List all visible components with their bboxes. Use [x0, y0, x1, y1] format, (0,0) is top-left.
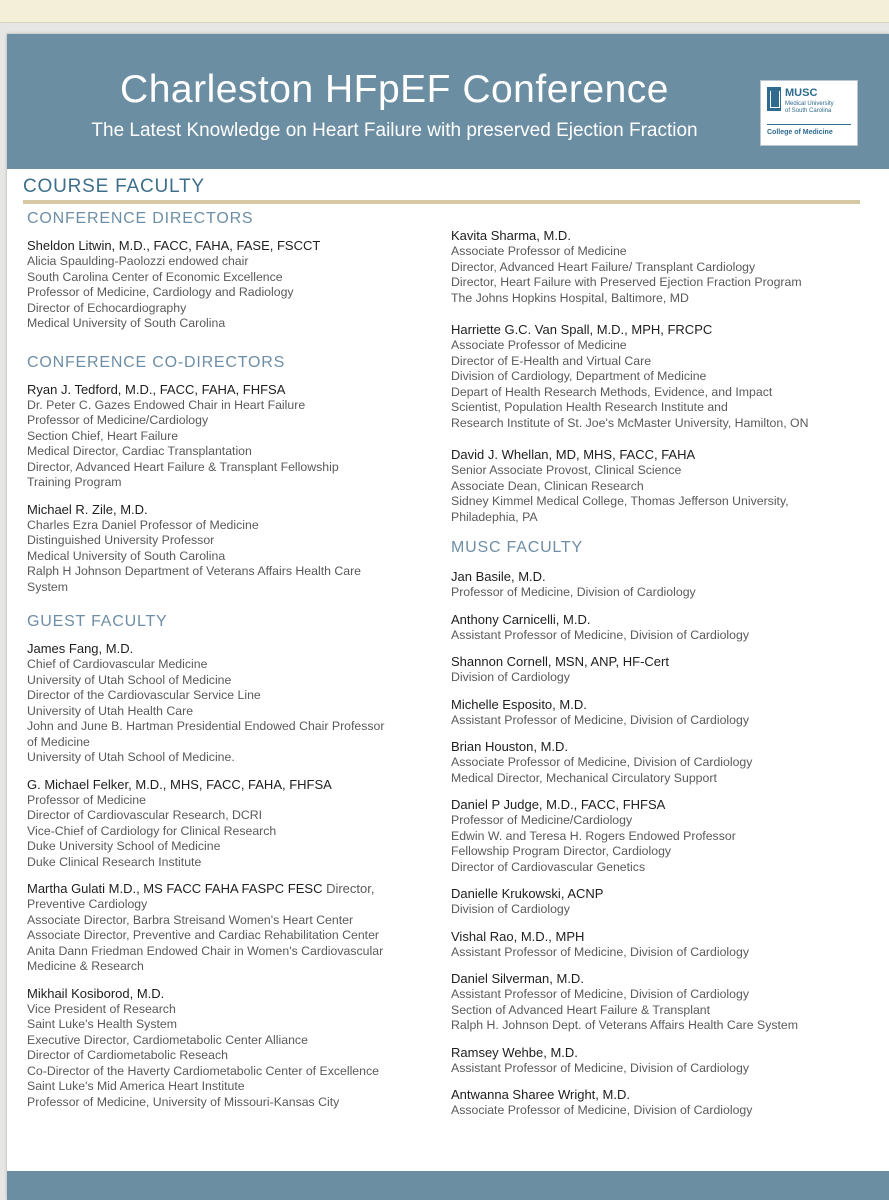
- faculty-entry: [451, 1087, 871, 1119]
- faculty-role: Philadephia, PA: [451, 509, 538, 524]
- faculty-role: Assistant Professor of Medicine, Division of Cardiology: [451, 944, 749, 959]
- faculty-entry: [451, 612, 871, 644]
- faculty-name: G. Michael Felker, M.D., MHS, FACC, FAHA, FHFSA: [27, 776, 332, 792]
- faculty-role: Director, Advanced Heart Failure & Transplant Fellowship: [27, 459, 339, 474]
- faculty-role: Associate Professor of Medicine, Division of Cardiology: [451, 755, 753, 769]
- faculty-role: System: [27, 579, 68, 594]
- faculty-role: Professor of Medicine, Division of Cardiology: [451, 585, 696, 599]
- logo-line1: Medical University: [785, 101, 834, 107]
- faculty-entry: [451, 971, 871, 1034]
- faculty-role: Duke University School of Medicine: [27, 839, 221, 853]
- faculty-role: University of Utah Health Care: [27, 703, 194, 718]
- faculty-entry: [451, 228, 871, 306]
- faculty-entry: [451, 797, 871, 875]
- faculty-entry: [27, 238, 427, 332]
- faculty-role: Director, Heart Failure with Preserved Ejection Fraction Program: [451, 275, 802, 289]
- faculty-role: Edwin W. and Teresa H. Rogers Endowed Professor: [451, 828, 736, 843]
- section-heading-co-directors: CONFERENCE CO-DIRECTORS: [27, 353, 286, 371]
- faculty-role: Director of Echocardiography: [27, 300, 187, 315]
- faculty-entry: [27, 777, 427, 871]
- faculty-entry: [451, 929, 871, 961]
- header-banner: [7, 34, 889, 169]
- musc-logo: [760, 80, 858, 146]
- faculty-role: Division of Cardiology: [451, 902, 570, 916]
- section-heading-musc: MUSC FACULTY: [451, 539, 583, 556]
- faculty-name: Vishal Rao, M.D., MPH: [451, 928, 585, 944]
- faculty-role: Assistant Professor of Medicine, Division of Cardiology: [451, 627, 749, 642]
- faculty-role: Chief of Cardiovascular Medicine: [27, 657, 208, 671]
- faculty-role: Director of Cardiovascular Research, DCRI: [27, 808, 263, 822]
- faculty-role: Preventive Cardiology: [27, 897, 148, 911]
- faculty-entry: [27, 641, 427, 766]
- faculty-role: Anita Dann Friedman Endowed Chair in Women's Cardiovascular: [27, 943, 384, 958]
- faculty-role: Saint Luke's Mid America Heart Institute: [27, 1079, 245, 1093]
- footer-bar: [7, 1171, 889, 1200]
- faculty-entry: [451, 447, 871, 525]
- faculty-entry: [451, 569, 871, 601]
- top-strip: [0, 0, 889, 23]
- faculty-role: Professor of Medicine: [27, 792, 146, 807]
- faculty-role: University of Utah School of Medicine: [27, 672, 232, 687]
- faculty-role: Professor of Medicine/Cardiology: [451, 813, 633, 827]
- faculty-role: John and June B. Hartman Presidential Endowed Chair Professor: [27, 719, 385, 733]
- logo-name: MUSC: [785, 87, 818, 99]
- faculty-role: South Carolina Center of Economic Excellence: [27, 269, 283, 284]
- faculty-role: Associate Director, Barbra Streisand Women's Heart Center: [27, 912, 354, 927]
- faculty-name: Ramsey Wehbe, M.D.: [451, 1044, 578, 1060]
- building-icon: [767, 87, 781, 111]
- faculty-role: Professor of Medicine, University of Missouri-Kansas City: [27, 1094, 340, 1109]
- faculty-role-inline: Director,: [322, 881, 375, 896]
- faculty-name: Shannon Cornell, MSN, ANP, HF-Cert: [451, 654, 669, 669]
- faculty-name: Michael R. Zile, M.D.: [27, 501, 148, 517]
- faculty-role: Medical Director, Cardiac Transplantation: [27, 444, 252, 458]
- faculty-role: Executive Director, Cardiometabolic Center Alliance: [27, 1032, 308, 1047]
- faculty-entry: [451, 739, 871, 786]
- faculty-role: Charles Ezra Daniel Professor of Medicine: [27, 517, 259, 532]
- faculty-entry: [27, 986, 427, 1111]
- faculty-role: Saint Luke's Health System: [27, 1017, 177, 1031]
- faculty-role: Vice President of Research: [27, 1001, 176, 1016]
- faculty-name: Antwanna Sharee Wright, M.D.: [451, 1087, 630, 1102]
- faculty-name: Kavita Sharma, M.D.: [451, 228, 571, 243]
- faculty-role: Associate Director, Preventive and Cardiac Rehabilitation Center: [27, 928, 380, 942]
- logo-college: College of Medicine: [767, 129, 833, 136]
- faculty-entry: [27, 502, 427, 596]
- faculty-role: Training Program: [27, 475, 122, 489]
- left-column: [27, 210, 427, 1121]
- faculty-role: Director of Cardiometabolic Reseach: [27, 1048, 228, 1062]
- faculty-role: Director of the Cardiovascular Service Line: [27, 688, 261, 702]
- faculty-role: Distinguished University Professor: [27, 533, 215, 547]
- faculty-name: Anthony Carnicelli, M.D.: [451, 611, 591, 627]
- heading-divider: [23, 200, 860, 204]
- faculty-name: James Fang, M.D.: [27, 641, 134, 656]
- faculty-entry: [451, 322, 871, 431]
- faculty-role: Division of Cardiology, Department of Medicine: [451, 369, 707, 383]
- faculty-role: Vice-Chief of Cardiology for Clinical Research: [27, 823, 277, 838]
- faculty-role: University of Utah School of Medicine.: [27, 750, 235, 764]
- faculty-entry: [451, 886, 871, 918]
- faculty-name: Martha Gulati M.D., MS FACC FAHA FASPC FESC: [27, 881, 323, 896]
- faculty-role: Dr. Peter C. Gazes Endowed Chair in Heart Failure: [27, 397, 306, 412]
- faculty-role: Sidney Kimmel Medical College, Thomas Jefferson University,: [451, 494, 789, 508]
- faculty-role: Senior Associate Provost, Clinical Science: [451, 463, 682, 477]
- faculty-role: Professor of Medicine/Cardiology: [27, 413, 209, 427]
- faculty-role: Section Chief, Heart Failure: [27, 428, 179, 443]
- faculty-name: Michelle Esposito, M.D.: [451, 696, 587, 712]
- faculty-name: David J. Whellan, MD, MHS, FACC, FAHA: [451, 447, 696, 462]
- faculty-role: Ralph H. Johnson Dept. of Veterans Affairs Health Care System: [451, 1018, 798, 1032]
- faculty-role: Ralph H Johnson Department of Veterans Affairs Health Care: [27, 564, 362, 578]
- faculty-entry: [451, 1045, 871, 1077]
- faculty-entry: [451, 654, 871, 686]
- faculty-role: of Medicine: [27, 734, 90, 749]
- section-heading-guest: GUEST FACULTY: [27, 613, 168, 630]
- faculty-name: Mikhail Kosiborod, M.D.: [27, 985, 165, 1001]
- section-heading-directors: CONFERENCE DIRECTORS: [27, 210, 254, 227]
- faculty-role: Medicine & Research: [27, 959, 144, 973]
- faculty-role: Scientist, Population Health Research Institute and: [451, 400, 728, 414]
- faculty-role: Duke Clinical Research Institute: [27, 854, 202, 869]
- conference-subtitle: The Latest Knowledge on Heart Failure with preserved Ejection Fraction: [91, 120, 698, 141]
- faculty-role: Assistant Professor of Medicine, Division of Cardiology: [451, 987, 749, 1001]
- faculty-role: Director, Advanced Heart Failure/ Transplant Cardiology: [451, 259, 756, 274]
- faculty-role: Depart of Health Research Methods, Evidence, and Impact: [451, 384, 773, 399]
- faculty-role: Fellowship Program Director, Cardiology: [451, 844, 672, 858]
- faculty-role: Alicia Spaulding-Paolozzi endowed chair: [27, 254, 249, 268]
- brochure-page: [7, 34, 889, 1200]
- faculty-role: Associate Professor of Medicine: [451, 338, 627, 352]
- faculty-name: Harriette G.C. Van Spall, M.D., MPH, FRCPC: [451, 322, 713, 337]
- course-faculty-heading: COURSE FACULTY: [23, 176, 205, 197]
- faculty-entry: [451, 697, 871, 729]
- faculty-role: Co-Director of the Haverty Cardiometabolic Center of Excellence: [27, 1063, 379, 1078]
- faculty-role: Director of Cardiovascular Genetics: [451, 859, 646, 874]
- faculty-name: Danielle Krukowski, ACNP: [451, 886, 604, 901]
- faculty-role: Associate Professor of Medicine, Division of Cardiology: [451, 1103, 753, 1117]
- faculty-role: Research Institute of St. Joe's McMaster University, Hamilton, ON: [451, 415, 809, 430]
- faculty-role: Associate Dean, Clinican Research: [451, 478, 644, 493]
- faculty-entry: [27, 382, 427, 491]
- faculty-name: Jan Basile, M.D.: [451, 569, 546, 584]
- faculty-role: Medical University of South Carolina: [27, 316, 226, 330]
- faculty-role: Medical Director, Mechanical Circulatory Support: [451, 770, 717, 785]
- conference-title: Charleston HFpEF Conference: [120, 68, 669, 111]
- faculty-role: Director of E-Health and Virtual Care: [451, 353, 652, 368]
- faculty-name: Daniel Silverman, M.D.: [451, 971, 584, 986]
- faculty-name: Sheldon Litwin, M.D., FACC, FAHA, FASE, FSCCT: [27, 238, 321, 253]
- faculty-role: Assistant Professor of Medicine, Division of Cardiology: [451, 712, 749, 727]
- faculty-name: Ryan J. Tedford, M.D., FACC, FAHA, FHFSA: [27, 381, 286, 397]
- faculty-name: Daniel P Judge, M.D., FACC, FHFSA: [451, 797, 666, 812]
- faculty-name: Brian Houston, M.D.: [451, 739, 569, 754]
- logo-divider: [767, 124, 851, 125]
- faculty-role: Medical University of South Carolina: [27, 548, 226, 563]
- faculty-role: The Johns Hopkins Hospital, Baltimore, MD: [451, 290, 689, 305]
- faculty-role: Assistant Professor of Medicine, Division of Cardiology: [451, 1060, 749, 1075]
- faculty-role: Division of Cardiology: [451, 670, 570, 684]
- faculty-entry: [27, 881, 427, 975]
- faculty-role: Professor of Medicine, Cardiology and Radiology: [27, 285, 294, 299]
- logo-line2: of South Carolina: [785, 108, 832, 114]
- faculty-role: Associate Professor of Medicine: [451, 244, 627, 258]
- right-column: [451, 228, 871, 1130]
- faculty-name-with-role: [27, 881, 427, 897]
- faculty-role: Section of Advanced Heart Failure & Transplant: [451, 1002, 711, 1017]
